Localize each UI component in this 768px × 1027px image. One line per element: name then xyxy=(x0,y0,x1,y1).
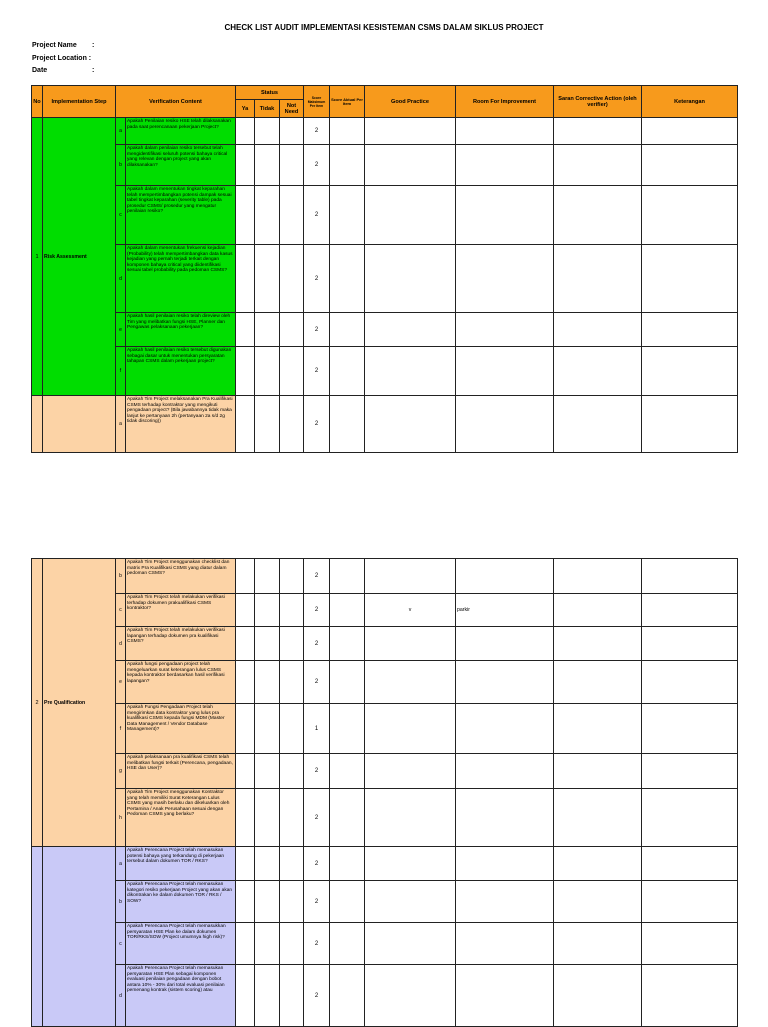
score-max: 2 xyxy=(304,789,330,847)
verification-text: Apakah Perencana Project telah memasukan potensi bahaya yang terkandung di pekerjaan tersebut dalam dokumen TOR / RKS? xyxy=(126,847,236,881)
ya-cell[interactable] xyxy=(236,965,255,1027)
room-cell[interactable] xyxy=(456,347,554,396)
good-practice-cell[interactable] xyxy=(365,347,456,396)
keterangan-cell[interactable] xyxy=(642,145,738,186)
page-title: CHECK LIST AUDIT IMPLEMENTASI KESISTEMAN CSMS DALAM SIKLUS PROJECT xyxy=(224,23,544,32)
table-row xyxy=(32,704,738,754)
stage-name-cell xyxy=(43,396,116,453)
not-need-cell[interactable] xyxy=(280,661,304,704)
keterangan-cell[interactable] xyxy=(642,347,738,396)
room-cell[interactable] xyxy=(456,245,554,313)
table-row xyxy=(32,594,738,627)
item-letter: c xyxy=(116,923,126,965)
saran-cell[interactable] xyxy=(554,627,642,661)
score-actual-cell[interactable] xyxy=(330,881,365,923)
header-tidak: Tidak xyxy=(255,100,280,118)
table-row xyxy=(32,245,738,313)
good-practice-cell[interactable] xyxy=(365,881,456,923)
score-max: 2 xyxy=(304,594,330,627)
ya-cell[interactable] xyxy=(236,145,255,186)
good-practice-cell[interactable] xyxy=(365,627,456,661)
good-practice-cell[interactable] xyxy=(365,965,456,1027)
tidak-cell[interactable] xyxy=(255,923,280,965)
header-room: Room For Improvement xyxy=(456,86,554,118)
table-row xyxy=(32,881,738,923)
score-max: 2 xyxy=(304,965,330,1027)
verification-text: Apakah hasil penilaian resiko tersebut digunakan sebagai dasar untuk menentukan persyaratan tahapan CSMS dalam pekerjaan project? xyxy=(126,347,236,396)
table-row xyxy=(32,145,738,186)
header-saran: Saran Corrective Action (oleh verifier) xyxy=(554,86,642,118)
header-score-max: Score Maksimum Per Item xyxy=(304,86,330,118)
keterangan-cell[interactable] xyxy=(642,704,738,754)
tidak-cell[interactable] xyxy=(255,245,280,313)
good-practice-cell[interactable] xyxy=(365,704,456,754)
tidak-cell[interactable] xyxy=(255,559,280,594)
ya-cell[interactable] xyxy=(236,245,255,313)
tidak-cell[interactable] xyxy=(255,396,280,453)
verification-text: Apakah Perencana Project telah memasukan kategori resiko pekerjaan Project yang akan akan dikontrakan ke dalam dokumen TOR / RKS / SOW? xyxy=(126,881,236,923)
room-cell[interactable] xyxy=(456,965,554,1027)
tidak-cell[interactable] xyxy=(255,704,280,754)
keterangan-cell[interactable] xyxy=(642,313,738,347)
saran-cell[interactable] xyxy=(554,245,642,313)
item-letter: e xyxy=(116,661,126,704)
ya-cell[interactable] xyxy=(236,789,255,847)
saran-cell[interactable] xyxy=(554,704,642,754)
score-actual-cell[interactable] xyxy=(330,118,365,145)
table-row xyxy=(32,661,738,704)
keterangan-cell[interactable] xyxy=(642,661,738,704)
table-row xyxy=(32,559,738,594)
meta-label: Project Location : xyxy=(32,55,92,62)
score-max: 2 xyxy=(304,661,330,704)
header-score-actual: Score Aktual Per Item xyxy=(330,86,365,118)
ya-cell[interactable] xyxy=(236,347,255,396)
saran-cell[interactable] xyxy=(554,186,642,245)
table-row xyxy=(32,396,738,453)
ya-cell[interactable] xyxy=(236,704,255,754)
score-actual-cell[interactable] xyxy=(330,661,365,704)
checklist-table-top xyxy=(31,85,738,453)
header-keterangan: Keterangan xyxy=(642,86,738,118)
tidak-cell[interactable] xyxy=(255,594,280,627)
not-need-cell[interactable] xyxy=(280,245,304,313)
item-letter: a xyxy=(116,396,126,453)
saran-cell[interactable] xyxy=(554,923,642,965)
score-max: 2 xyxy=(304,145,330,186)
not-need-cell[interactable] xyxy=(280,627,304,661)
keterangan-cell[interactable] xyxy=(642,594,738,627)
stage-name: Pre Qualification xyxy=(43,559,116,847)
room-cell[interactable] xyxy=(456,847,554,881)
keterangan-cell[interactable] xyxy=(642,245,738,313)
good-practice-cell[interactable] xyxy=(365,847,456,881)
table-row xyxy=(32,627,738,661)
score-actual-cell[interactable] xyxy=(330,627,365,661)
ya-cell[interactable] xyxy=(236,627,255,661)
verification-text: Apakah Tim Project melaksanakan Pra Kualifikasi CSMS terhadap kontraktor yang mengikuti pengadaan project? (Bila jawabannya tidak maka lanjut ke pertanyaan 2h (pertanyaan 2a s/d 2g tidak discoring)) xyxy=(126,396,236,453)
room-cell[interactable]: parkir xyxy=(456,594,554,627)
meta-value: : xyxy=(92,42,95,49)
stage-number-cell xyxy=(32,847,43,1027)
item-letter: c xyxy=(116,186,126,245)
not-need-cell[interactable] xyxy=(280,789,304,847)
tidak-cell[interactable] xyxy=(255,661,280,704)
header-no: No xyxy=(32,86,43,118)
keterangan-cell[interactable] xyxy=(642,559,738,594)
saran-cell[interactable] xyxy=(554,594,642,627)
tidak-cell[interactable] xyxy=(255,627,280,661)
item-letter: d xyxy=(116,627,126,661)
keterangan-cell[interactable] xyxy=(642,118,738,145)
meta-label: Date xyxy=(32,67,48,74)
not-need-cell[interactable] xyxy=(280,186,304,245)
keterangan-cell[interactable] xyxy=(642,881,738,923)
saran-cell[interactable] xyxy=(554,965,642,1027)
item-letter: f xyxy=(116,347,126,396)
room-cell[interactable] xyxy=(456,313,554,347)
saran-cell[interactable] xyxy=(554,559,642,594)
score-max: 2 xyxy=(304,627,330,661)
header-not-need: Not Need xyxy=(280,100,304,118)
ya-cell[interactable] xyxy=(236,313,255,347)
ya-cell[interactable] xyxy=(236,594,255,627)
score-actual-cell[interactable] xyxy=(330,347,365,396)
score-max: 2 xyxy=(304,923,330,965)
table-row xyxy=(32,847,738,881)
score-max: 2 xyxy=(304,118,330,145)
score-actual-cell[interactable] xyxy=(330,754,365,789)
ya-cell[interactable] xyxy=(236,118,255,145)
tidak-cell[interactable] xyxy=(255,145,280,186)
keterangan-cell[interactable] xyxy=(642,965,738,1027)
verification-text: Apakah dalam menentukan frekuensi kejadian (Probability) telah mempertimbangkan data kasus kejadian yang pernah terjadi terkait dengan komponen bahaya critical yang diidentifikasi sesuai tabel probability pada pedoman CSMS? xyxy=(126,245,236,313)
tidak-cell[interactable] xyxy=(255,313,280,347)
saran-cell[interactable] xyxy=(554,789,642,847)
ya-cell[interactable] xyxy=(236,186,255,245)
score-actual-cell[interactable] xyxy=(330,145,365,186)
room-cell[interactable] xyxy=(456,118,554,145)
tidak-cell[interactable] xyxy=(255,847,280,881)
table-row xyxy=(32,313,738,347)
verification-text: Apakah Tim Project telah melakukan verifikasi terhadap dokumen prakualifikasi CSMS kontraktor? xyxy=(126,594,236,627)
room-cell[interactable] xyxy=(456,923,554,965)
good-practice-cell[interactable] xyxy=(365,923,456,965)
saran-cell[interactable] xyxy=(554,313,642,347)
verification-text: Apakah dalam menentukan tingkat keparahan telah mempertimbangkan potensi dampak sesuai tabel tingkat keparahan (severity table) pada prosedur CSMS/ prosedur yang mengatur penilaian resiko? xyxy=(126,186,236,245)
item-letter: g xyxy=(116,754,126,789)
stage-name-cell xyxy=(43,847,116,1027)
table-row xyxy=(32,923,738,965)
good-practice-cell[interactable] xyxy=(365,245,456,313)
room-cell[interactable] xyxy=(456,754,554,789)
meta-value: : xyxy=(92,67,95,74)
stage-name: Risk Assessment xyxy=(43,118,116,396)
ya-cell[interactable] xyxy=(236,559,255,594)
good-practice-cell[interactable] xyxy=(365,789,456,847)
meta-date xyxy=(32,67,95,74)
ya-cell[interactable] xyxy=(236,881,255,923)
item-letter: f xyxy=(116,704,126,754)
item-letter: e xyxy=(116,313,126,347)
score-max: 2 xyxy=(304,881,330,923)
tidak-cell[interactable] xyxy=(255,186,280,245)
verification-text: Apakah Tim Project telah melakukan verifikasi lapangan terhadap dokumen pra kualifikasi CSMS? xyxy=(126,627,236,661)
checklist-table-bottom xyxy=(31,558,738,1027)
room-cell[interactable] xyxy=(456,881,554,923)
good-practice-cell[interactable] xyxy=(365,396,456,453)
tidak-cell[interactable] xyxy=(255,347,280,396)
header-verification: Verification Content xyxy=(116,86,236,118)
not-need-cell[interactable] xyxy=(280,754,304,789)
good-practice-cell[interactable] xyxy=(365,559,456,594)
saran-cell[interactable] xyxy=(554,118,642,145)
item-letter: a xyxy=(116,118,126,145)
stage-number: 1 xyxy=(32,118,43,396)
not-need-cell[interactable] xyxy=(280,704,304,754)
item-letter: b xyxy=(116,559,126,594)
not-need-cell[interactable] xyxy=(280,396,304,453)
saran-cell[interactable] xyxy=(554,847,642,881)
item-letter: d xyxy=(116,245,126,313)
item-letter: d xyxy=(116,965,126,1027)
not-need-cell[interactable] xyxy=(280,559,304,594)
tidak-cell[interactable] xyxy=(255,965,280,1027)
saran-cell[interactable] xyxy=(554,396,642,453)
header-step: Implementation Step xyxy=(43,86,116,118)
not-need-cell[interactable] xyxy=(280,594,304,627)
saran-cell[interactable] xyxy=(554,754,642,789)
room-cell[interactable] xyxy=(456,627,554,661)
saran-cell[interactable] xyxy=(554,661,642,704)
keterangan-cell[interactable] xyxy=(642,923,738,965)
meta-project-name xyxy=(32,42,95,49)
room-cell[interactable] xyxy=(456,661,554,704)
score-actual-cell[interactable] xyxy=(330,559,365,594)
room-cell[interactable] xyxy=(456,145,554,186)
keterangan-cell[interactable] xyxy=(642,627,738,661)
table-row xyxy=(32,789,738,847)
score-actual-cell[interactable] xyxy=(330,789,365,847)
score-actual-cell[interactable] xyxy=(330,923,365,965)
good-practice-cell[interactable] xyxy=(365,118,456,145)
not-need-cell[interactable] xyxy=(280,347,304,396)
verification-text: Apakah Fungsi Pengadaan Project telah mengirimkan data kontraktor yang lulus pra kualifikasi CSMS kepada fungsi MDM (Master Data Management / Vendor Database Management)? xyxy=(126,704,236,754)
not-need-cell[interactable] xyxy=(280,881,304,923)
table-row xyxy=(32,186,738,245)
not-need-cell[interactable] xyxy=(280,965,304,1027)
room-cell[interactable] xyxy=(456,704,554,754)
score-max: 2 xyxy=(304,559,330,594)
verification-text: Apakah Perencana Project telah memasukan persyaratan HSE Plan sebagai komponen evaluasi penilaian pengadaan dengan bobot antara 10% - 30% dari total evaluasi penilaian pemenang kontrak (sistem scoring) atau xyxy=(126,965,236,1027)
verification-text: Apakah hasil penilaian resiko telah direview oleh Tim yang melibatkan fungsi HSE, Planner dan Pengawas pelaksanaan pekerjaan? xyxy=(126,313,236,347)
verification-text: Apakah Tim Project menggunakan checklist dan matrix Pra Kualifikasi CSMS yang diatur dalam pedoman CSMS? xyxy=(126,559,236,594)
not-need-cell[interactable] xyxy=(280,313,304,347)
not-need-cell[interactable] xyxy=(280,923,304,965)
item-letter: h xyxy=(116,789,126,847)
score-actual-cell[interactable] xyxy=(330,396,365,453)
score-max: 2 xyxy=(304,847,330,881)
table-row xyxy=(32,965,738,1027)
item-letter: b xyxy=(116,881,126,923)
header-good-practice: Good Practice xyxy=(365,86,456,118)
score-actual-cell[interactable] xyxy=(330,313,365,347)
table-row xyxy=(32,347,738,396)
room-cell[interactable] xyxy=(456,396,554,453)
good-practice-cell[interactable] xyxy=(365,661,456,704)
not-need-cell[interactable] xyxy=(280,145,304,186)
score-actual-cell[interactable] xyxy=(330,186,365,245)
ya-cell[interactable] xyxy=(236,661,255,704)
saran-cell[interactable] xyxy=(554,881,642,923)
score-max: 2 xyxy=(304,347,330,396)
tidak-cell[interactable] xyxy=(255,789,280,847)
good-practice-cell[interactable] xyxy=(365,313,456,347)
score-actual-cell[interactable] xyxy=(330,704,365,754)
verification-text: Apakah pelaksanaan pra kualifikasi CSMS telah melibatkan fungsi terkait (Perencana, pengadaan, HSE dan User)? xyxy=(126,754,236,789)
ya-cell[interactable] xyxy=(236,754,255,789)
not-need-cell[interactable] xyxy=(280,847,304,881)
table-row xyxy=(32,118,738,145)
not-need-cell[interactable] xyxy=(280,118,304,145)
meta-project-location xyxy=(32,55,91,62)
score-max: 2 xyxy=(304,754,330,789)
good-practice-cell[interactable]: v xyxy=(365,594,456,627)
tidak-cell[interactable] xyxy=(255,754,280,789)
verification-text: Apakah Tim Project menggunakan Kontraktor yang telah memiliki Surat Keterangan Lulus CSMS yang masih berlaku dan dikeluarkan oleh Pertamina / Anak Perusahaan sesuai dengan Pedoman CSMS yang berlaku? xyxy=(126,789,236,847)
tidak-cell[interactable] xyxy=(255,118,280,145)
keterangan-cell[interactable] xyxy=(642,847,738,881)
ya-cell[interactable] xyxy=(236,847,255,881)
good-practice-cell[interactable] xyxy=(365,754,456,789)
score-max: 2 xyxy=(304,396,330,453)
item-letter: c xyxy=(116,594,126,627)
score-max: 2 xyxy=(304,186,330,245)
room-cell[interactable] xyxy=(456,559,554,594)
score-actual-cell[interactable] xyxy=(330,594,365,627)
room-cell[interactable] xyxy=(456,789,554,847)
meta-label: Project Name xyxy=(32,42,77,49)
stage-number: 2 xyxy=(32,559,43,847)
score-max: 1 xyxy=(304,704,330,754)
verification-text: Apakah dalam penilaian resiko tersebut telah mengidentifikasi seluruh potensi bahaya critical yang relevan dengan project yang akan dilaksanakan? xyxy=(126,145,236,186)
tidak-cell[interactable] xyxy=(255,881,280,923)
keterangan-cell[interactable] xyxy=(642,396,738,453)
verification-text: Apakah fungsi pengadaan project telah mengeluarkan surat keterangan lulus CSMS kepada kontraktor berdasarkan hasil verifikasi lapangan? xyxy=(126,661,236,704)
header-ya: Ya xyxy=(236,100,255,118)
item-letter: a xyxy=(116,847,126,881)
table-row xyxy=(32,754,738,789)
score-actual-cell[interactable] xyxy=(330,965,365,1027)
stage-number-cell xyxy=(32,396,43,453)
ya-cell[interactable] xyxy=(236,923,255,965)
saran-cell[interactable] xyxy=(554,347,642,396)
verification-text: Apakah Perencana Project telah memasukkan persyaratan HSE Plan ke dalam dokumen TOR/RKS/SOW (Project umumnya high risk)? xyxy=(126,923,236,965)
score-max: 2 xyxy=(304,313,330,347)
saran-cell[interactable] xyxy=(554,145,642,186)
header-status: Status xyxy=(236,86,304,100)
score-actual-cell[interactable] xyxy=(330,847,365,881)
score-actual-cell[interactable] xyxy=(330,245,365,313)
ya-cell[interactable] xyxy=(236,396,255,453)
room-cell[interactable] xyxy=(456,186,554,245)
good-practice-cell[interactable] xyxy=(365,145,456,186)
keterangan-cell[interactable] xyxy=(642,186,738,245)
item-letter: b xyxy=(116,145,126,186)
good-practice-cell[interactable] xyxy=(365,186,456,245)
keterangan-cell[interactable] xyxy=(642,754,738,789)
score-max: 2 xyxy=(304,245,330,313)
verification-text: Apakah Penilaian resiko HSE telah dilaksanakan pada saat perencanaan pekerjaan Project? xyxy=(126,118,236,145)
keterangan-cell[interactable] xyxy=(642,789,738,847)
